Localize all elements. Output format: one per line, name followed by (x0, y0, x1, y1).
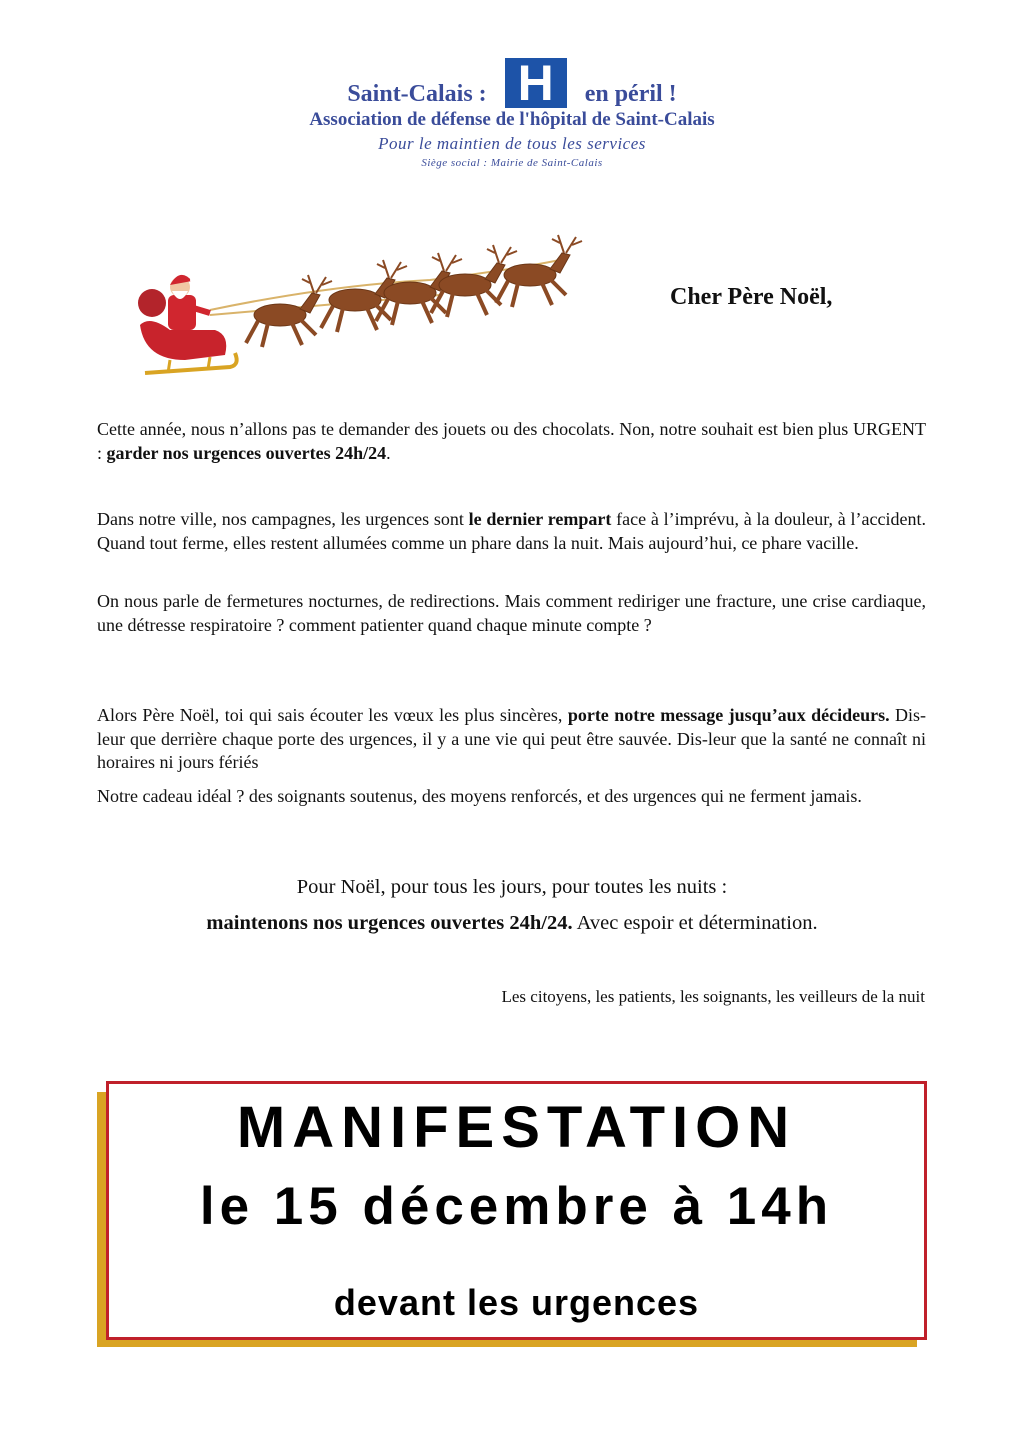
closing-line-1: Pour Noël, pour tous les jours, pour toutes les nuits : (296, 876, 728, 898)
demonstration-banner (106, 1081, 927, 1340)
closing-line-2: maintenons nos urgences ouvertes 24h/24. Avec espoir et détermination. (206, 912, 818, 934)
association-motto: Pour le maintien de tous les services (378, 134, 646, 153)
paragraph-1: Cette année, nous n’allons pas te demander des jouets ou des chocolats. Non, notre souhait est bien plus URGENT : garder nos urgences ouvertes 24h/24. (97, 419, 926, 463)
letterhead (0, 55, 1024, 169)
letterhead-title (0, 55, 1024, 111)
peril-text: en péril ! (584, 80, 677, 107)
santa-sleigh-illustration (130, 215, 590, 385)
banner-place: devant les urgences (333, 1282, 700, 1323)
signature: Les citoyens, les patients, les soignants, les veilleurs de la nuit (501, 987, 925, 1006)
paragraph-3: On nous parle de fermetures nocturnes, de redirections. Mais comment rediriger une fracture, une crise cardiaque, une détresse respiratoire ? comment patienter quand chaque minute compte ? (97, 591, 926, 635)
greeting: Cher Père Noël, (670, 284, 833, 310)
town-name: Saint-Calais : (347, 80, 487, 107)
reindeer-group (246, 235, 582, 347)
association-name: Association de défense de l'hôpital de Saint-Calais (309, 109, 715, 130)
paragraph-2: Dans notre ville, nos campagnes, les urgences sont le dernier rempart face à l’imprévu, à la douleur, à l’accident. Quand tout ferme, elles restent allumées comme un phare dans la nuit. Mais aujourd’hui, ce phare vacille. (97, 509, 926, 553)
registered-office: Siège social : Mairie de Saint-Calais (421, 157, 603, 169)
banner-title: MANIFESTATION (236, 1095, 797, 1160)
paragraph-4: Alors Père Noël, toi qui sais écouter les vœux les plus sincères, porte notre message jusqu’aux décideurs. Dis-leur que derrière chaque porte des urgences, il y a une vie qui peut être sauvée. Dis-leur que la santé ne connaît ni horaires ni jours fériés (97, 705, 927, 772)
hospital-h-icon: H (505, 58, 567, 108)
banner-date: le 15 décembre à 14h (199, 1177, 834, 1236)
paragraph-5: Notre cadeau idéal ? des soignants soutenus, des moyens renforcés, et des urgences qui ne ferment jamais. (97, 786, 862, 806)
